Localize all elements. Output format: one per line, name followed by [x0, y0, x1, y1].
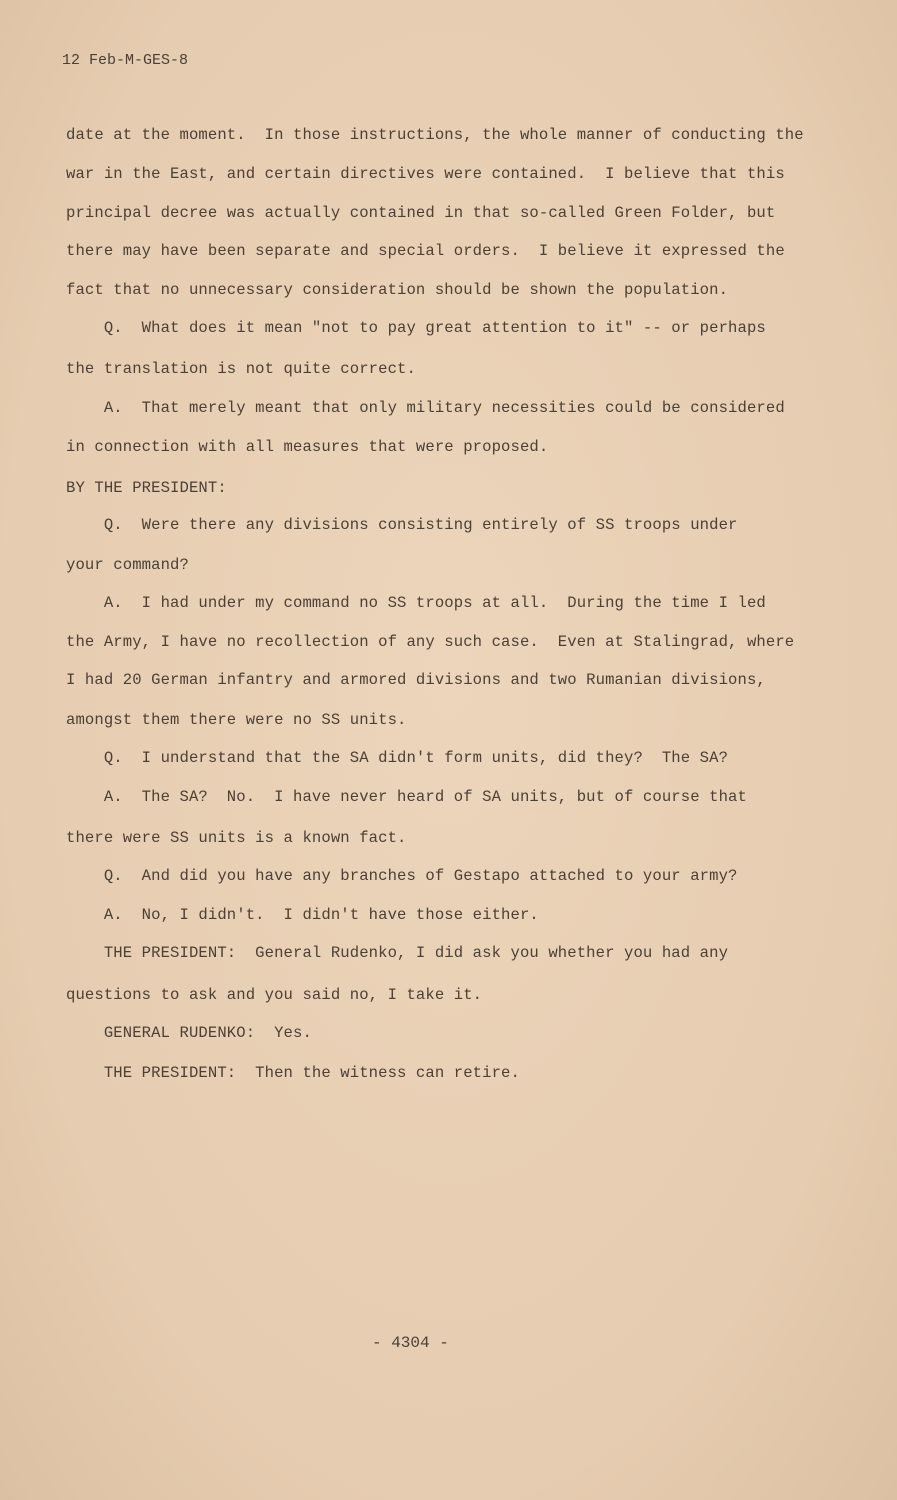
- answer-line: A. That merely meant that only military necessities could be considered: [66, 399, 785, 417]
- text-line: amongst them there were no SS units.: [66, 711, 407, 729]
- speaker-line: GENERAL RUDENKO: Yes.: [66, 1024, 312, 1042]
- text-line: the translation is not quite correct.: [66, 360, 416, 378]
- speaker-line: THE PRESIDENT: General Rudenko, I did ask you whether you had any: [66, 944, 729, 962]
- page-header-reference: 12 Feb-M-GES-8: [62, 52, 189, 69]
- answer-line: A. No, I didn't. I didn't have those either.: [66, 906, 539, 924]
- text-line: date at the moment. In those instructions, the whole manner of conducting the: [66, 126, 804, 144]
- page-number: - 4304 -: [372, 1334, 449, 1352]
- text-line: principal decree was actually contained in that so-called Green Folder, but: [66, 204, 776, 222]
- text-line: war in the East, and certain directives were contained. I believe that this: [66, 165, 785, 183]
- text-line: the Army, I have no recollection of any such case. Even at Stalingrad, where: [66, 633, 795, 651]
- question-line: Q. What does it mean "not to pay great attention to it" -- or perhaps: [66, 319, 766, 337]
- text-line: I had 20 German infantry and armored divisions and two Rumanian divisions,: [66, 671, 766, 689]
- text-line: questions to ask and you said no, I take it.: [66, 986, 483, 1004]
- speaker-line: THE PRESIDENT: Then the witness can retire.: [66, 1064, 520, 1082]
- question-line: Q. And did you have any branches of Gestapo attached to your army?: [66, 867, 738, 885]
- answer-line: A. The SA? No. I have never heard of SA units, but of course that: [66, 788, 747, 806]
- question-line: Q. Were there any divisions consisting entirely of SS troops under: [66, 516, 738, 534]
- text-line: your command?: [66, 556, 189, 574]
- text-line: in connection with all measures that were proposed.: [66, 438, 549, 456]
- answer-line: A. I had under my command no SS troops at all. During the time I led: [66, 594, 766, 612]
- text-line: there may have been separate and special orders. I believe it expressed the: [66, 242, 785, 260]
- question-line: Q. I understand that the SA didn't form units, did they? The SA?: [66, 749, 729, 767]
- text-line: there were SS units is a known fact.: [66, 829, 407, 847]
- speaker-heading: BY THE PRESIDENT:: [66, 479, 227, 497]
- text-line: fact that no unnecessary consideration should be shown the population.: [66, 281, 729, 299]
